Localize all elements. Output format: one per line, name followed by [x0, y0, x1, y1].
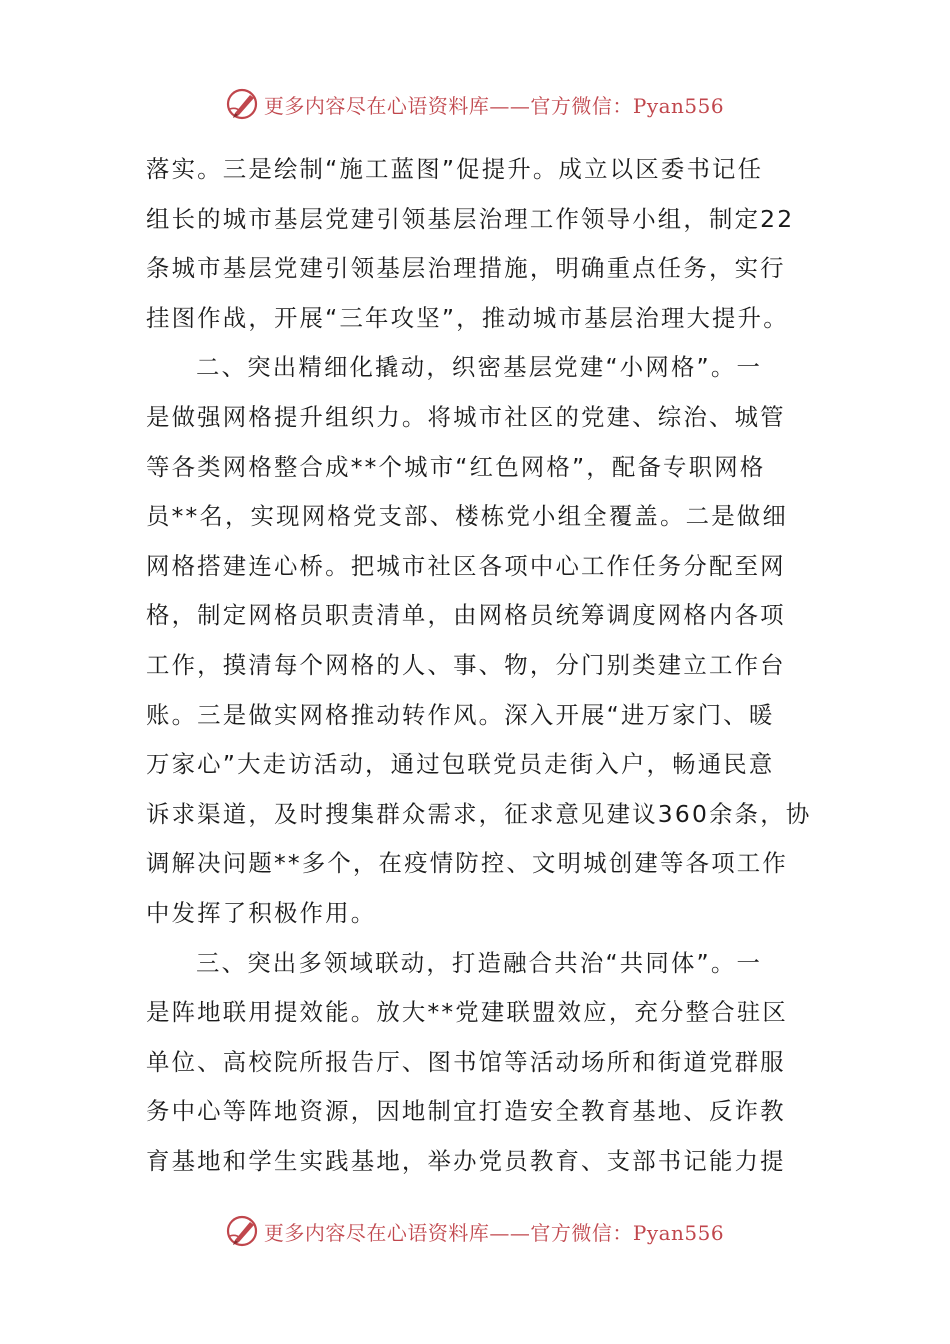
text-line: 诉求渠道，及时搜集群众需求，征求意见建议360余条，协 [146, 799, 812, 828]
footer-banner-text: 更多内容尽在心语资料库——官方微信：Pyan556 [263, 1220, 725, 1245]
text-line: 员**名，实现网格党支部、楼栋党小组全覆盖。二是做细 [146, 502, 788, 531]
text-line: 工作，摸清每个网格的人、事、物，分门别类建立工作台 [146, 650, 786, 679]
text-line: 中发挥了积极作用。 [146, 898, 377, 927]
header-banner-text: 更多内容尽在心语资料库——官方微信：Pyan556 [263, 93, 725, 118]
text-line: 条城市基层党建引领基层治理措施，明确重点任务，实行 [146, 254, 786, 283]
text-line: 账。三是做实网格推动转作风。深入开展“进万家门、暖 [146, 700, 775, 729]
text-line: 务中心等阵地资源，因地制宜打造安全教育基地、反诈教 [146, 1097, 786, 1126]
text-line: 等各类网格整合成**个城市“红色网格”，配备专职网格 [146, 452, 766, 481]
text-line: 网格搭建连心桥。把城市社区各项中心工作任务分配至网 [146, 551, 786, 580]
pen-logo-icon [226, 1214, 260, 1248]
text-line: 单位、高校院所报告厅、图书馆等活动场所和街道党群服 [146, 1047, 786, 1076]
text-line: 落实。三是绘制“施工蓝图”促提升。成立以区委书记任 [146, 155, 764, 183]
text-line: 万家心”大走访活动，通过包联党员走街入户，畅通民意 [146, 750, 775, 779]
header-banner [0, 84, 950, 124]
section-heading-line: 三、突出多领域联动，打造融合共治“共同体”。一 [196, 948, 763, 977]
text-line: 是阵地联用提效能。放大**党建联盟效应，充分整合驻区 [146, 998, 788, 1027]
section-heading-line: 二、突出精细化撬动，织密基层党建“小网格”。一 [196, 353, 763, 382]
footer-banner [0, 1211, 950, 1251]
text-line: 调解决问题**多个，在疫情防控、文明城创建等各项工作 [146, 849, 788, 878]
text-line: 育基地和学生实践基地，举办党员教育、支部书记能力提 [146, 1146, 786, 1175]
pen-logo-icon [226, 87, 260, 121]
document-body [146, 145, 812, 1186]
text-line: 组长的城市基层党建引领基层治理工作领导小组，制定22 [146, 204, 795, 233]
text-line: 格，制定网格员职责清单，由网格员统筹调度网格内各项 [146, 601, 786, 630]
text-line: 是做强网格提升组织力。将城市社区的党建、综治、城管 [146, 402, 786, 431]
text-line: 挂图作战，开展“三年攻坚”，推动城市基层治理大提升。 [146, 303, 789, 332]
